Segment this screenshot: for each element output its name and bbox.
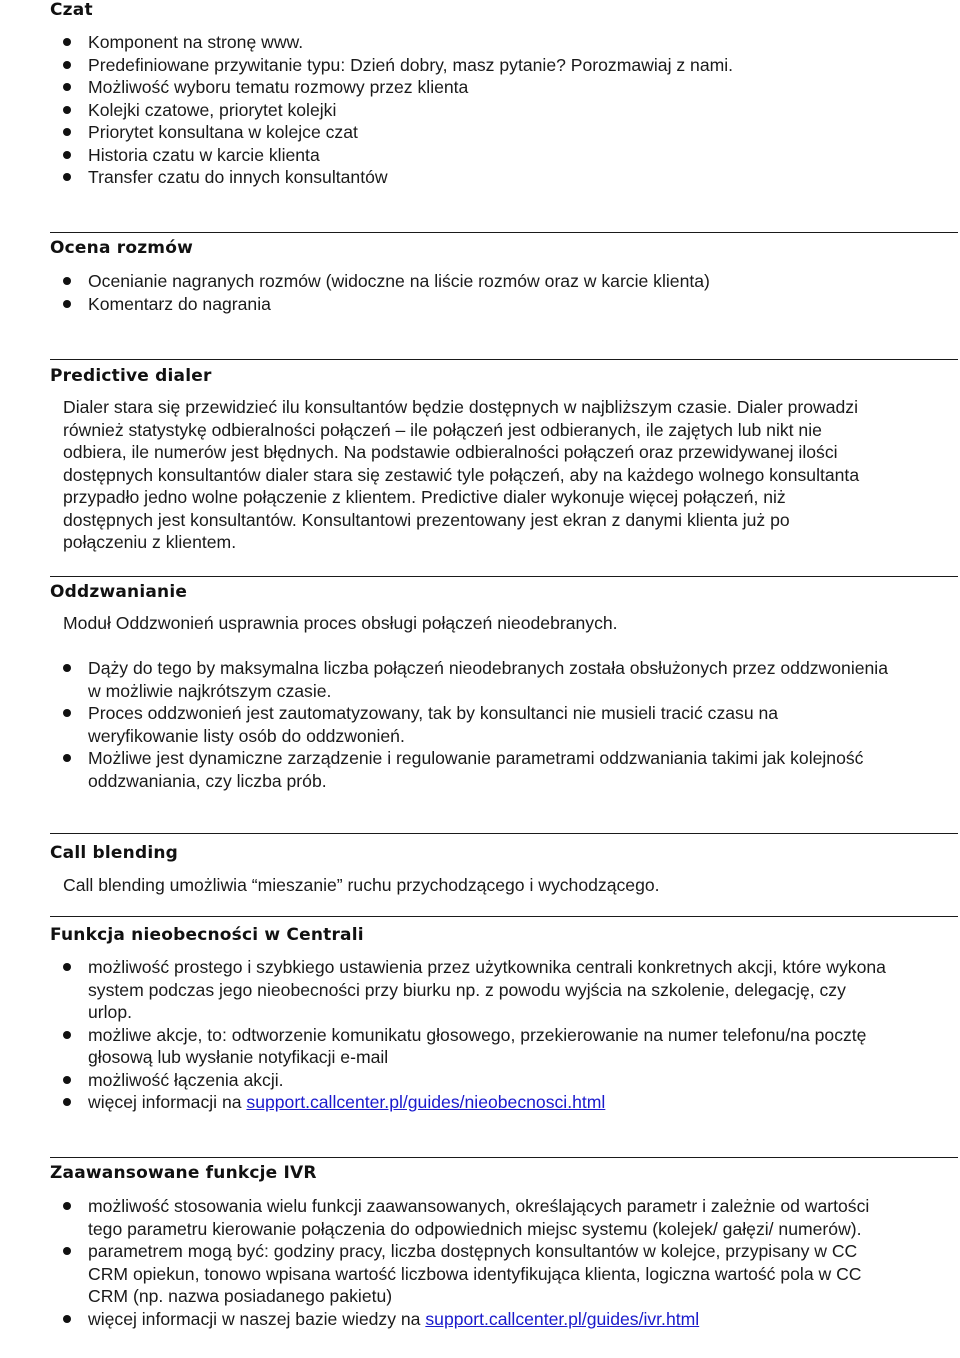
heading-blending: Call blending [50,843,179,863]
blending-text: Call blending umożliwia “mieszanie” ruchu przychodzącego i wychodzącego. [63,875,660,895]
list-oddzwanianie [0,657,888,792]
list-item: Możliwe jest dynamiczne zarządzenie i regulowanie parametrami oddzwaniania takimi jak kolejność oddzwaniania, czy liczba prób. [0,747,888,792]
list-item: Transfer czatu do innych konsultantów [0,166,888,189]
divider [50,359,958,360]
list-item: Komentarz do nagrania [0,293,888,316]
heading-oddzwanianie: Oddzwanianie [50,582,188,602]
list-item: Historia czatu w karcie klienta [0,144,888,167]
list-item: możliwe akcje, to: odtworzenie komunikatu głosowego, przekierowanie na numer telefonu/na pocztę głosową lub wysłanie notyfikacji e-mail [0,1024,888,1069]
list-item: możliwość łączenia akcji. [0,1069,888,1092]
more-info-prefix: więcej informacji na [88,1092,247,1112]
divider [50,232,958,233]
heading-ocena: Ocena rozmów [50,238,194,258]
heading-nieobecnosc: Funkcja nieobecności w Centrali [50,925,364,945]
more-info-prefix: więcej informacji w naszej bazie wiedzy na [88,1308,426,1329]
oddzwanianie-intro: Moduł Oddzwonień usprawnia proces obsługi połączeń nieodebranych. [63,613,618,633]
ivr-link[interactable]: support.callcenter.pl/guides/ivr.html [425,1308,700,1329]
list-item: Dąży do tego by maksymalna liczba połączeń nieodebranych została obsłużonych przez oddzwonienia w możliwie najkrótszym czasie. [0,657,888,702]
list-item: Proces oddzwonień jest zautomatyzowany, tak by konsultanci nie musieli tracić czasu na weryfikowanie listy osób do oddzwonień. [0,702,888,747]
list-item: możliwość prostego i szybkiego ustawienia przez użytkownika centrali konkretnych akcji, które wykona system podczas jego nieobecności przy biurku np. z powodu wyjścia na szkolenie, delegację, czy urlop. [0,956,888,1024]
list-item: Ocenianie nagranych rozmów (widoczne na liście rozmów oraz w karcie klienta) [0,270,888,293]
list-item: możliwość stosowania wielu funkcji zaawansowanych, określających parametr i zależnie od wartości tego parametru kierowanie połączenia do odpowiednich miejsc systemu (kolejek/ gałęzi/ numerów). [0,1195,888,1240]
divider [50,576,958,577]
nieobecnosci-link[interactable]: support.callcenter.pl/guides/nieobecnosci.html [246,1092,606,1112]
list-item: parametrem mogą być: godziny pracy, liczba dostępnych konsultantów w kolejce, przypisany w CC CRM opiekun, tonowo wpisana wartość liczbowa identyfikująca klienta, logiczna wartość pola w CC CRM (np. nazwa posiadanego pakietu) [0,1240,888,1308]
list-item: Kolejki czatowe, priorytet kolejki [0,99,888,122]
list-nieobecnosc [0,956,888,1114]
list-item [0,1091,888,1114]
heading-ivr: Zaawansowane funkcje IVR [50,1163,317,1183]
list-item: Komponent na stronę www. [0,31,888,54]
list-item: Priorytet konsultana w kolejce czat [0,121,888,144]
divider [50,833,958,834]
heading-czat: Czat [50,0,93,20]
divider [50,1157,958,1158]
list-item [0,1308,888,1331]
list-item: Predefiniowane przywitanie typu: Dzień dobry, masz pytanie? Porozmawiaj z nami. [0,54,888,77]
list-czat [0,31,888,189]
divider [50,916,958,917]
predictive-text: Dialer stara się przewidzieć ilu konsultantów będzie dostępnych w najbliższym czasie. Dialer prowadzi również statystykę odbieralności połączeń – ile połączeń jest odbieranych, ile zajętych lub nikt nie odbiera, ile numerów jest błędnych. Na podstawie odbieralności połączeń oraz przewidywanej ilości dostępnych konsultantów dialer stara się zestawić tyle połączeń, aby na każdego wolnego konsultanta przypadło jedno wolne połączenie z klientem. Predictive dialer wykonuje więcej połączeń, niż dostępnych jest konsultantów. Konsultantowi prezentowany jest ekran z danymi klienta już po połączeniu z klientem. [63,397,860,552]
list-ocena [0,270,888,315]
heading-predictive: Predictive dialer [50,366,212,386]
list-ivr [0,1195,888,1330]
list-item: Możliwość wyboru tematu rozmowy przez klienta [0,76,888,99]
